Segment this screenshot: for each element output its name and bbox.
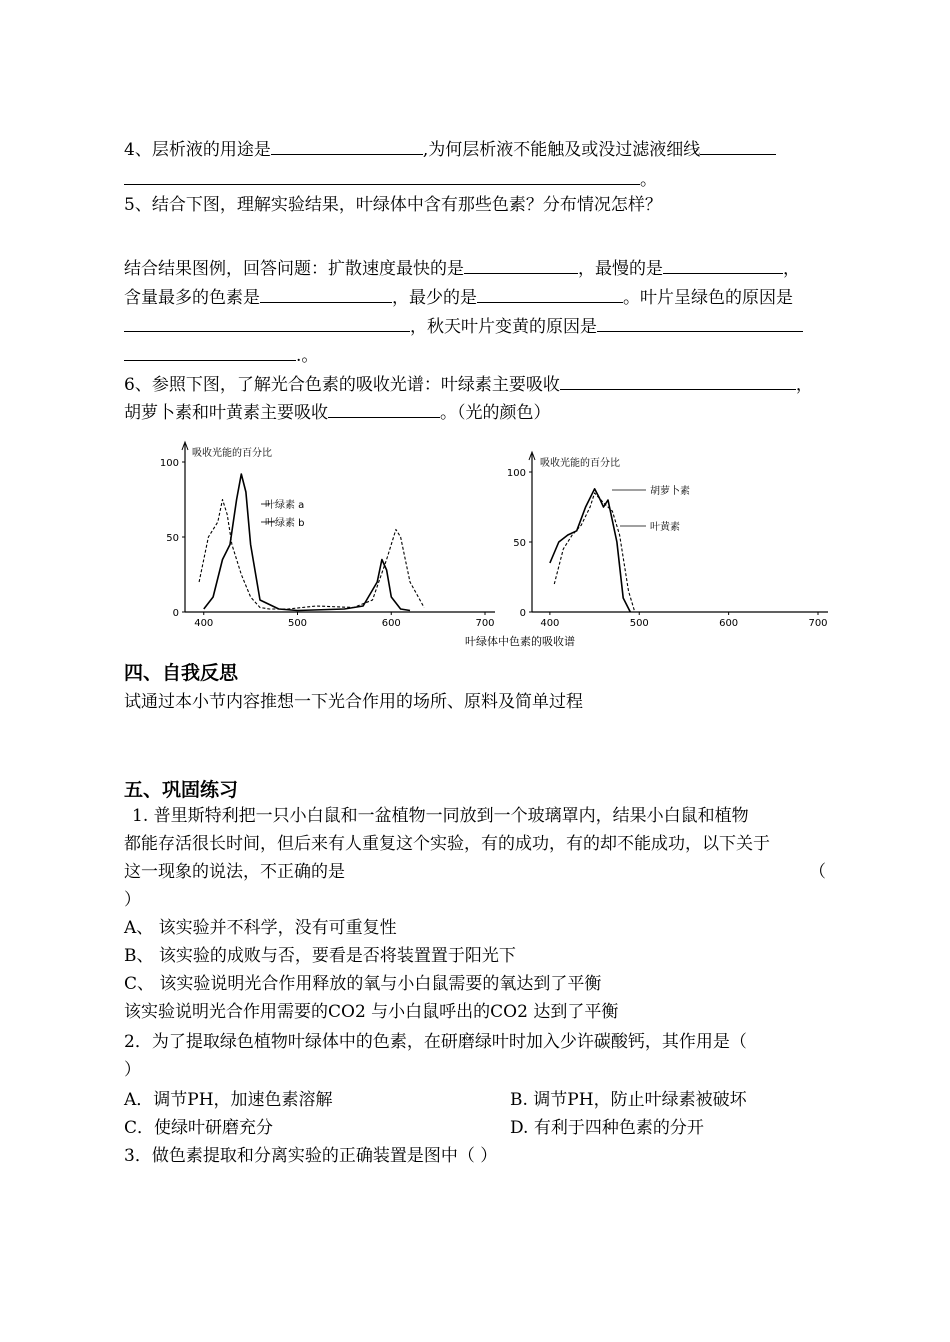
q1-paren-close: ） (124, 890, 141, 910)
series-label: 叶绿素 a (265, 500, 305, 511)
q2-option-c[interactable]: C．使绿叶研磨充分 (124, 1118, 274, 1138)
x-tick-label: 500 (629, 618, 649, 629)
q5-line2 (124, 284, 793, 310)
q4-middle: ,为何层析液不能触及或没过滤液细线 (422, 140, 701, 160)
q4-prefix: 4、层析液的用途是 (124, 140, 271, 160)
section-5-title: 五、巩固练习 (124, 779, 239, 801)
q2-line1: 2．为了提取绿色植物叶绿体中的色素，在研磨绿叶时加入少许碳酸钙，其作用是（ (124, 1032, 747, 1052)
series-label: 胡萝卜素 (650, 486, 690, 497)
q1-paren-open: （ (809, 862, 826, 882)
q1-option-c[interactable]: C、 该实验说明光合作用释放的氧与小白鼠需要的氧达到了平衡 (124, 974, 602, 994)
x-tick-label: 500 (287, 618, 308, 629)
q5-title: 5、结合下图，理解实验结果，叶绿体中含有那些色素？分布情况怎样？ (124, 195, 662, 215)
q4-blank-3[interactable] (124, 166, 640, 185)
y-tick-label: 100 (159, 458, 179, 469)
y-tick-label: 0 (172, 608, 179, 619)
series-label: 叶黄素 (650, 522, 680, 533)
series-line-0 (204, 474, 410, 611)
chart-title: 吸收光能的百分比 (540, 458, 620, 469)
q6-blank-carotenoid[interactable] (328, 399, 440, 418)
q5-blank-most[interactable] (260, 284, 392, 303)
q1-option-d[interactable]: 该实验说明光合作用需要的CO2 与小白鼠呼出的CO2 达到了平衡 (124, 1002, 619, 1022)
x-tick-label: 600 (719, 618, 739, 629)
q5-blank-slowest[interactable] (663, 255, 783, 274)
q6-l1b: ， (795, 375, 813, 395)
q6-l2a: 胡萝卜素和叶黄素主要吸收 (124, 403, 328, 423)
q5-l3a: ，秋天叶片变黄的原因是 (410, 317, 597, 337)
y-tick-label: 50 (166, 533, 179, 544)
figure-caption: 叶绿体中色素的吸收谱 (465, 635, 575, 648)
q5-line4 (124, 342, 318, 368)
q5-blank-yellow[interactable] (597, 313, 803, 332)
q5-blank-fastest[interactable] (464, 255, 578, 274)
chart-carotenoids (507, 452, 828, 629)
q2-option-d[interactable]: D. 有利于四种色素的分开 (510, 1118, 704, 1138)
q5-l1a: 结合结果图例，回答问题：扩散速度最快的是 (124, 259, 464, 279)
q5-blank-yellow-cont[interactable] (124, 342, 296, 361)
section-4-text: 试通过本小节内容推想一下光合作用的场所、原料及简单过程 (124, 692, 583, 712)
q6-l1a: 6、参照下图，了解光合色素的吸收光谱：叶绿素主要吸收 (124, 375, 560, 395)
q5-line1 (124, 255, 800, 281)
q5-l2c: 。叶片呈绿色的原因是 (623, 288, 793, 308)
q6-l2b: 。（光的颜色） (440, 403, 551, 423)
q5-l1c: ， (783, 259, 800, 279)
q6-blank-chlorophyll[interactable] (560, 371, 796, 390)
q5-l2a: 含量最多的色素是 (124, 288, 260, 308)
series-label: 叶绿素 b (265, 518, 305, 529)
chart-chlorophyll (160, 442, 495, 629)
q1-option-b[interactable]: B、 该实验的成败与否，要看是否将装置置于阳光下 (124, 946, 516, 966)
q5-line3 (124, 313, 803, 339)
x-tick-label: 700 (808, 618, 828, 629)
q5-l2b: ，最少的是 (392, 288, 477, 308)
q5-blank-least[interactable] (477, 284, 623, 303)
y-tick-label: 100 (506, 468, 526, 479)
q4-blank-2[interactable] (700, 136, 776, 155)
x-tick-label: 700 (475, 618, 495, 629)
q1-line2: 都能存活很长时间，但后来有人重复这个实验，有的成功，有的却不能成功，以下关于 (124, 834, 770, 854)
absorption-spectra-figure (150, 438, 840, 650)
q4-line1 (124, 136, 776, 162)
q3-line1: 3．做色素提取和分离实验的正确装置是图中（ ） (124, 1146, 498, 1166)
q5-l1b: ，最慢的是 (578, 259, 663, 279)
q4-line2 (124, 166, 657, 192)
y-tick-label: 0 (519, 608, 526, 619)
q4-blank-1[interactable] (271, 136, 423, 155)
x-tick-label: 600 (381, 618, 401, 629)
q6-line1 (124, 371, 813, 397)
y-tick-label: 50 (513, 538, 526, 549)
q1-line3: 这一现象的说法，不正确的是 (124, 862, 345, 882)
q1-line1: 1. 普里斯特利把一只小白鼠和一盆植物一同放到一个玻璃罩内，结果小白鼠和植物 (132, 806, 749, 826)
x-tick-label: 400 (540, 618, 560, 629)
x-tick-label: 400 (194, 618, 214, 629)
section-4-title: 四、自我反思 (124, 662, 239, 684)
q5-l4a: .。 (296, 346, 319, 366)
q2-option-b[interactable]: B. 调节PH，防止叶绿素被破坏 (510, 1090, 747, 1110)
q5-blank-green[interactable] (124, 313, 410, 332)
q2-line2: ） (124, 1060, 141, 1080)
chart-title: 吸收光能的百分比 (192, 448, 272, 459)
q1-option-a[interactable]: A、 该实验并不科学，没有可重复性 (124, 918, 397, 938)
q2-option-a[interactable]: A．调节PH，加速色素溶解 (124, 1090, 333, 1110)
q4-end: 。 (640, 170, 657, 190)
q6-line2 (124, 399, 551, 425)
